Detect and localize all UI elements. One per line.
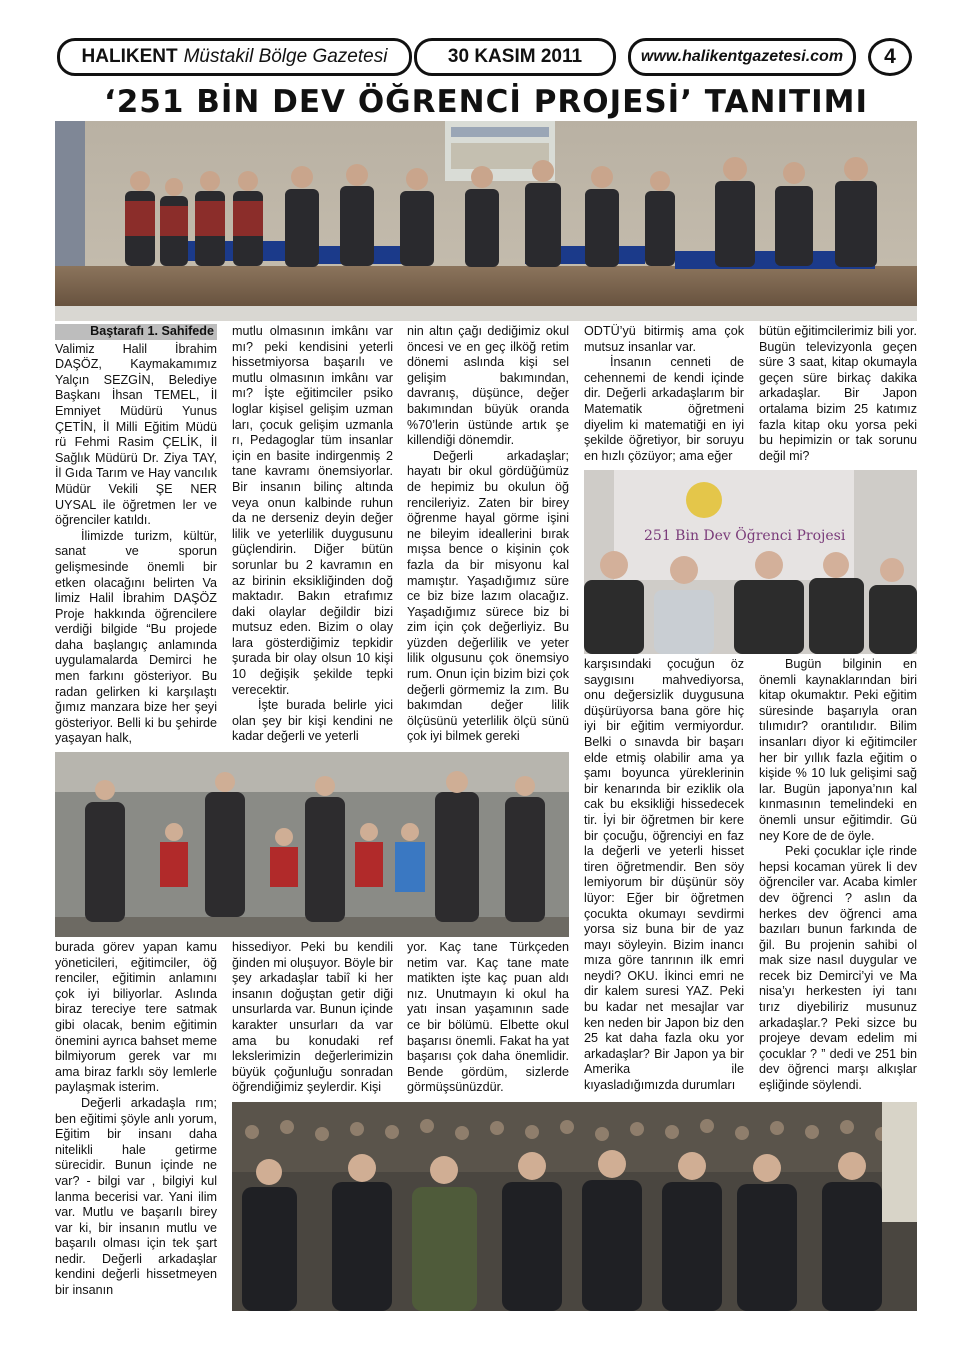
page-number: 4 bbox=[868, 38, 912, 76]
website-link[interactable]: www.halikentgazetesi.com bbox=[628, 38, 856, 76]
col3-paragraph: yor. Kaç tane Türkçeden netim var. Kaç tane mate matikten işte kaç puan aldı nız. Unutmayın ki okul ha yatı insan yaşamının sade ce bir bölümü. Elbette okul başarısı önemli. Fakat ha yat başarısı çok daha önemlidir. Bende gördüm, sizlerde görmüşsünüzdür. bbox=[407, 940, 569, 1095]
col4-paragraph: ODTÜ’yü bitirmiş ama çok mutsuz insanlar var. bbox=[584, 324, 744, 354]
col1-paragraph: Değerli arkadaşla rım; ben eğitimi şöyle anlı yorum, Eğitim bir insanı daha nitelikli hale getirme sürecidir. Bunun içinde ne var? - bilgi var , bilgiyi kul lanma becerisi var. Yani ilim var. Mutlu ve başarılı birey var ki, bir insanın mutlu ve başarılı olması için tek şart nedir. Değerli arkadaşlar kendini değerli hissetmeyen bir insanın bbox=[55, 1095, 217, 1298]
col1-paragraph: burada görev yapan kamu yöneticileri, eğitimciler, öğ renciler, eğitimin anlamını çok iyi biliyorlar. Aslında biraz tereciye tere satmak gibi olacak, benim eğitimin önemini ayrıca bahset meme bilmiyorum gerek var mı ama biraz farklı söy lemlerle paylaşmak isterim. bbox=[55, 940, 217, 1095]
issue-date: 30 KASIM 2011 bbox=[414, 38, 616, 76]
auditorium-photo-illustration bbox=[232, 1102, 917, 1311]
article-column-4-lower bbox=[584, 657, 744, 1094]
article-column-1 bbox=[55, 324, 217, 747]
col3-paragraph: Değerli arkadaşlar; hayatı bir okul gördüğümüz de hepimiz bu okulun öğ rencileriyiz. Zaten bir birey öğrenme hayal görme işini ne bileyim ideallerini bırak mışsa bence o kişinin çok fazla da bir misyonu kal mamıştır. Yaşadığımız süre ce biz bize lazım olacağız. Yaşadığımız sürece biz bi zim için çok değerliyiz. Bu yüzden değerlilik ve yeter lilik olgusunu çok önemsiyo rum. Onun için bizim bizi çok değerli görmemiz la zım. Bu bakımdan değer lilik ölçüsünü yeterlilik ölçü sünü çok iyi bilmek gereki bbox=[407, 448, 569, 744]
speech-photo-illustration bbox=[584, 470, 917, 654]
banner-text: 251 Bin Dev Öğrenci Projesi bbox=[644, 528, 846, 544]
bottom-photo-auditorium bbox=[232, 1102, 917, 1311]
top-photo-panel-on-stage bbox=[55, 121, 917, 321]
col1-paragraph: Valimiz Halil İbrahim DAŞÖZ, Kaymakamımız Yalçın SEZGİN, Belediye Başkanı İhsan TEMEL, İl Emniyet Müdürü Yunus ÇETİN, İl Milli Eğitim Müdü rü Fehmi Rasim ÇELİK, İl Sağlık Müdürü Dr. Ziya TAY, İl Gıda Tarım ve Hay vancılık Müdür Vekili ŞE NER UYSAL ile öğretmen ler ve öğrenciler katıldı. bbox=[55, 341, 217, 528]
col5-paragraph: Bugün bilginin en önemli kaynaklarından biri kitap okumaktır. Peki eğitim süresinde başarıyla oran tılımıdır? orantılıdır. Bilim insanları diyor ki eğitimciler her bir yıllık fazla eğitim o kişide % 10 luk gelişimi sağ lar. Bugün japonya’nın kal kınmasının temelindeki en önemli unsur eğitimdir. Gü ney Kore de de öyle. bbox=[759, 657, 917, 843]
mid-photo-speech bbox=[584, 470, 917, 654]
col4-paragraph: karşısındaki çocuğun öz saygısını mahvediyorsa, onu değersizlik duygusuna düşürüyorsa bana göre hiç iyi bir eğitim vermiyordur. Belki o sınavda bir başarı elde etmiş olabilir ama ya şamı boyunca yüreklerinin bir kenarında bir eziklik ola cak bu eksikliği hissedecek tir. İyi bir öğretmen bir kere bir çocuğu, öğrenciyi en faz la değerli ve yeterli hisset tiren öğretmendir. Ben söy lemiyorum bir düşünür söy lüyor: Eğer bir öğretmen çocukta okumayı sevdirmi yorsa siz buna bir de yaz mayı söyleyin. Bizim inancı mıza göre tanrının ilk emri neydi? OKU. İkinci emri ne dir kalem suresi YAZ. Peki bu kadar net mesajlar var ken neden bir Japon biz den 25 kat daha fazla oku yor arkadaşlar? Bir Japon ya bir Amerika ile kıyasladığımızda durumları bbox=[584, 657, 744, 1093]
article-column-2-lower bbox=[232, 940, 393, 1096]
col2-paragraph: mutlu olmasının imkânı var mı? peki kendisini yeterli hissetmiyorsa başarılı ve mutlu olmasının imkânı var mı? İşte eğitimciler psiko loglar kişisel gelişim uzman ları, çocuk gelişim uzmanla rı, Pedagoglar tüm insanlar için en basite indirgenmiş 2 tane kavramı önemsiyorlar. Bir insanın bilinç altında veya onun kalbinde ruhun da ne derseniz deyin değer lilik ve yeterlilik duygusunu güçlendirin. Diğer bütün sorunlar bu 2 kavramın en az birinin eksikliğinden doğ maktadır. Bakın etrafımız daki olaylar değildir bizi mutsuz eden. Bizim o olay lara gösterdiğimiz tepkidir şurada bir olay olsun 10 kişi 10 değişik şekilde tepki verecektir. bbox=[232, 324, 393, 697]
col4-paragraph: İnsanın cenneti de cehennemi de kendi içinde dir. Değerli arkadaşlarım bir Matematik öğretmeni diyelim ki matematiği en iyi şekilde öğretiyor, bir soruyu en hızlı çözüyor; ama eğer bbox=[584, 355, 744, 463]
col2-paragraph: İşte burada belirle yici olan şey bir kişi kendini ne kadar değerli ve yeterli bbox=[232, 698, 393, 744]
col2-paragraph: hissediyor. Peki bu kendili ğinden mi oluşuyor. Böyle bir şey arkadaşlar tabiî ki her insanın doğuştan getir diği unsurlarda var. Bunun içinde karakter unsurları da var ama bu konudaki ref lekslerimizin değerlerimizin büyük çoğunluğu sonradan öğrendiğimiz şeylerdir. Kişi bbox=[232, 940, 394, 1095]
group-photo-illustration bbox=[55, 752, 569, 937]
col5-paragraph: Peki çocuklar içle rinde hepsi kocaman yürek li dev öğrenciler var. Acaba kimler dev öğrenci ? aslın da herkes dev öğrenci ama bazıları bunun farkında de ğil. Bu projenin sahibi ol mak size nasıl duygular ve recek biz Demirci’yi ve Ma nisa’yı herkesten iyi tanı tırız diyebiliriz musunuz arkadaşlar.? Peki sizce bu projeye devam edelim mi çocuklar ? ” dedi ve 251 bin dev öğrenci marşı alkışlar eşliğinde söylendi. bbox=[759, 844, 917, 1093]
col5-paragraph: bütün eğitimcilerimiz bili yor. Bugün televizyonla geçen süre 3 saat, kitap okumayla geçen süre birkaç dakika arkadaşlar. Bir Japon ortalama bizim 25 katımız fazla kitap oku yorsa peki bu hepimizin or tak sorunu değil mi? bbox=[759, 324, 917, 463]
paper-name-badge bbox=[57, 38, 412, 76]
article-column-5-lower bbox=[759, 657, 917, 1094]
group-photo-students-officials bbox=[55, 752, 569, 937]
headline: ‘251 BİN DEV ÖĞRENCİ PROJESİ’ TANITIMI bbox=[103, 84, 869, 120]
col3-paragraph: nin altın çağı dediğimiz okul öncesi ve en geç ilköğ retim dönemi aslında kişi sel gelişim bakımından, davranış, düşünce, değer bakımından büyük oranda %70’lerin üstünde artık şe killendiği dönemdir. bbox=[407, 324, 569, 448]
panel-photo-illustration bbox=[55, 121, 917, 321]
paper-subtitle: Müstakil Bölge Gazetesi bbox=[183, 46, 388, 67]
article-column-5 bbox=[759, 324, 917, 464]
article-column-3 bbox=[407, 324, 569, 745]
article-column-1-lower bbox=[55, 940, 217, 1299]
article-column-3-lower bbox=[407, 940, 569, 1096]
col1-paragraph: İlimizde turizm, kültür, sanat ve sporun gelişmesinde önemli bir etken olacağını belirten Va limiz Halil İbrahim DAŞÖZ Proje hakkında öğrencilere verdiği bilgide “Bu projede daha başlangıç anlamında uygulamalarda Demirci he men farkını gösteriyor. Bu radan gelirken ki karşılaştı ğımız manzara bize her şeyi gösteriyor. Belli ki bu şehirde yaşayan halk, bbox=[55, 528, 217, 746]
paper-name: HALIKENT bbox=[81, 46, 178, 67]
article-column-4 bbox=[584, 324, 744, 464]
continued-from-tag: Baştarafı 1. Sahifede bbox=[55, 324, 217, 340]
article-column-2 bbox=[232, 324, 393, 745]
